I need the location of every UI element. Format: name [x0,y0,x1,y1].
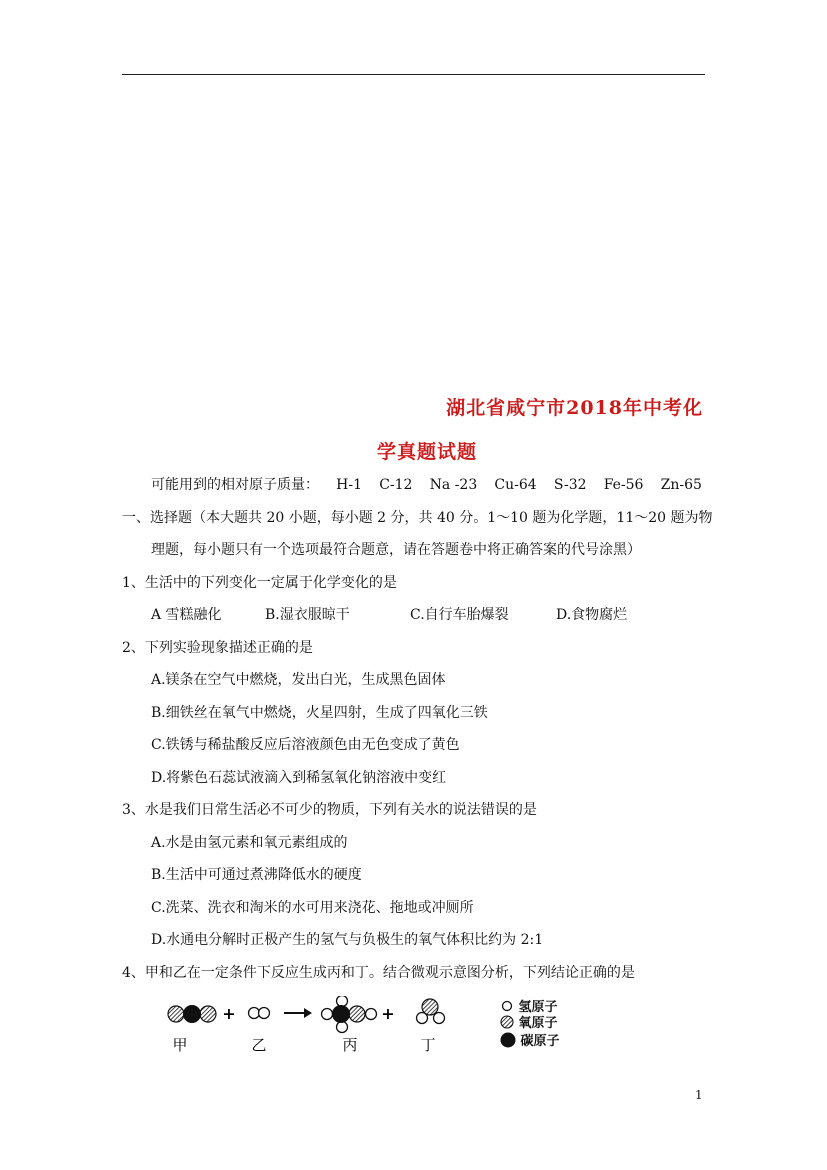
label-yi: 乙 [251,1036,267,1054]
plus-sign: + [222,1004,236,1023]
question-1-options [151,606,627,624]
atomic-mass-value: Na -23 [429,477,478,493]
molecule-jia [168,1006,216,1023]
question-3-stem: 3、水是我们日常生活必不可少的物质，下列有关水的说法错误的是 [122,802,537,818]
label-bing: 丙 [342,1036,358,1054]
molecule-bing [322,996,377,1033]
q2-option-d: D.将紫色石蕊试液滴入到稀氢氧化钠溶液中变红 [151,770,447,786]
q3-option-c: C.洗菜、洗衣和淘米的水可用来浇花、拖地或冲厕所 [151,900,474,916]
q3-option-d: D.水通电分解时正极产生的氢气与负极生的氧气体积比约为 2:1 [151,932,544,948]
page-title-line2: 学真题试题 [377,441,478,463]
molecule-yi [249,1008,270,1019]
page-title-line1: 湖北省咸宁市2018年中考化 [446,397,703,419]
section-heading: 一、选择题（本大题共 20 小题，每小题 2 分，共 40 分。1～10 题为化学题，11～20 题为物 [122,510,713,526]
q2-option-c: C.铁锈与稀盐酸反应后溶液颜色由无色变成了黄色 [151,737,460,753]
atomic-mass-line [151,476,702,494]
plus-sign: + [381,1004,395,1023]
question-2-stem: 2、下列实验现象描述正确的是 [122,640,313,656]
atomic-mass-label: 可能用到的相对原子质量： [151,477,319,493]
atomic-mass-value: C-12 [379,477,413,493]
atomic-mass-value: Zn-65 [660,477,702,493]
label-jia: 甲 [172,1036,188,1054]
question-4-stem: 4、甲和乙在一定条件下反应生成丙和丁。结合微观示意图分析，下列结论正确的是 [122,965,635,981]
oxygen-atom-icon [500,1015,514,1029]
atomic-mass-value: S-32 [553,477,587,493]
label-ding: 丁 [420,1036,436,1054]
page-number: 1 [695,1088,703,1102]
q2-option-b: B.细铁丝在氧气中燃烧，火星四射，生成了四氧化三铁 [151,705,488,721]
atomic-mass-value: H-1 [336,477,363,493]
question-1-stem: 1、生活中的下列变化一定属于化学变化的是 [122,575,397,591]
legend-label: 氧原子 [518,1016,558,1031]
q3-option-a: A.水是由氢元素和氧元素组成的 [151,835,348,851]
header-rule [122,74,705,75]
q1-option-c: C.自行车胎爆裂 [410,607,509,623]
carbon-atom-icon [500,1032,516,1048]
legend-item-carbon [500,1030,560,1049]
q3-option-b: B.生活中可通过煮沸降低水的硬度 [151,867,362,883]
hydrogen-atom-icon [500,999,514,1013]
q1-option-a: A 雪糕融化 [151,607,222,623]
q1-option-b: B.湿衣服晾干 [265,607,350,623]
legend-label: 碳原子 [520,1034,560,1049]
molecule-ding [417,999,445,1024]
atomic-mass-value: Cu-64 [494,477,537,493]
q1-option-d: D.食物腐烂 [556,607,628,623]
atomic-mass-value: Fe-56 [603,477,644,493]
legend-item-oxygen [500,1012,558,1031]
reaction-arrow [284,1008,312,1018]
q2-option-a: A.镁条在空气中燃烧，发出白光，生成黑色固体 [151,672,446,688]
legend-label: 氢原子 [518,1000,558,1015]
section-heading-cont: 理题，每小题只有一个选项最符合题意，请在答题卷中将正确答案的代号涂黑） [151,542,641,558]
